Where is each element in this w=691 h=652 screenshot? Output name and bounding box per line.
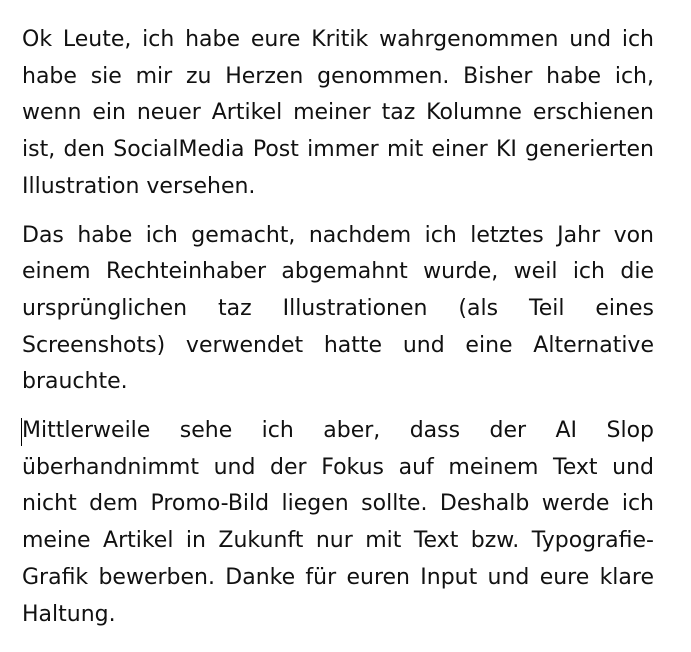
paragraph-2: Das habe ich gemacht, nachdem ich letztes Jahr von einem Rechteinhaber abgemahnt wurde, weil ich die ursprünglichen taz Illustrationen (als Teil eines Screenshots) verwendet hatte und eine Alternative brauchte. [22,222,654,395]
paragraph-1: Ok Leute, ich habe eure Kritik wahrgenommen und ich habe sie mir zu Herzen genommen. Bisher habe ich, wenn ein neuer Artikel meiner taz Kolumne erschienen ist, den SocialMedia Post immer mit einer KI generierten Illustration versehen. [22,27,654,199]
text-cursor [21,418,22,446]
paragraph-3: Mittlerweile sehe ich aber, dass der AI Slop überhandnimmt und der Fokus auf meinem Text und nicht dem Promo-Bild liegen sollte. Deshalb werde ich meine Artikel in Zukunft nur mit Text bzw. Typografie-Grafik bewerben. Danke für euren Input und eure klare Haltung. [22,418,654,627]
document-body[interactable] [22,22,654,633]
